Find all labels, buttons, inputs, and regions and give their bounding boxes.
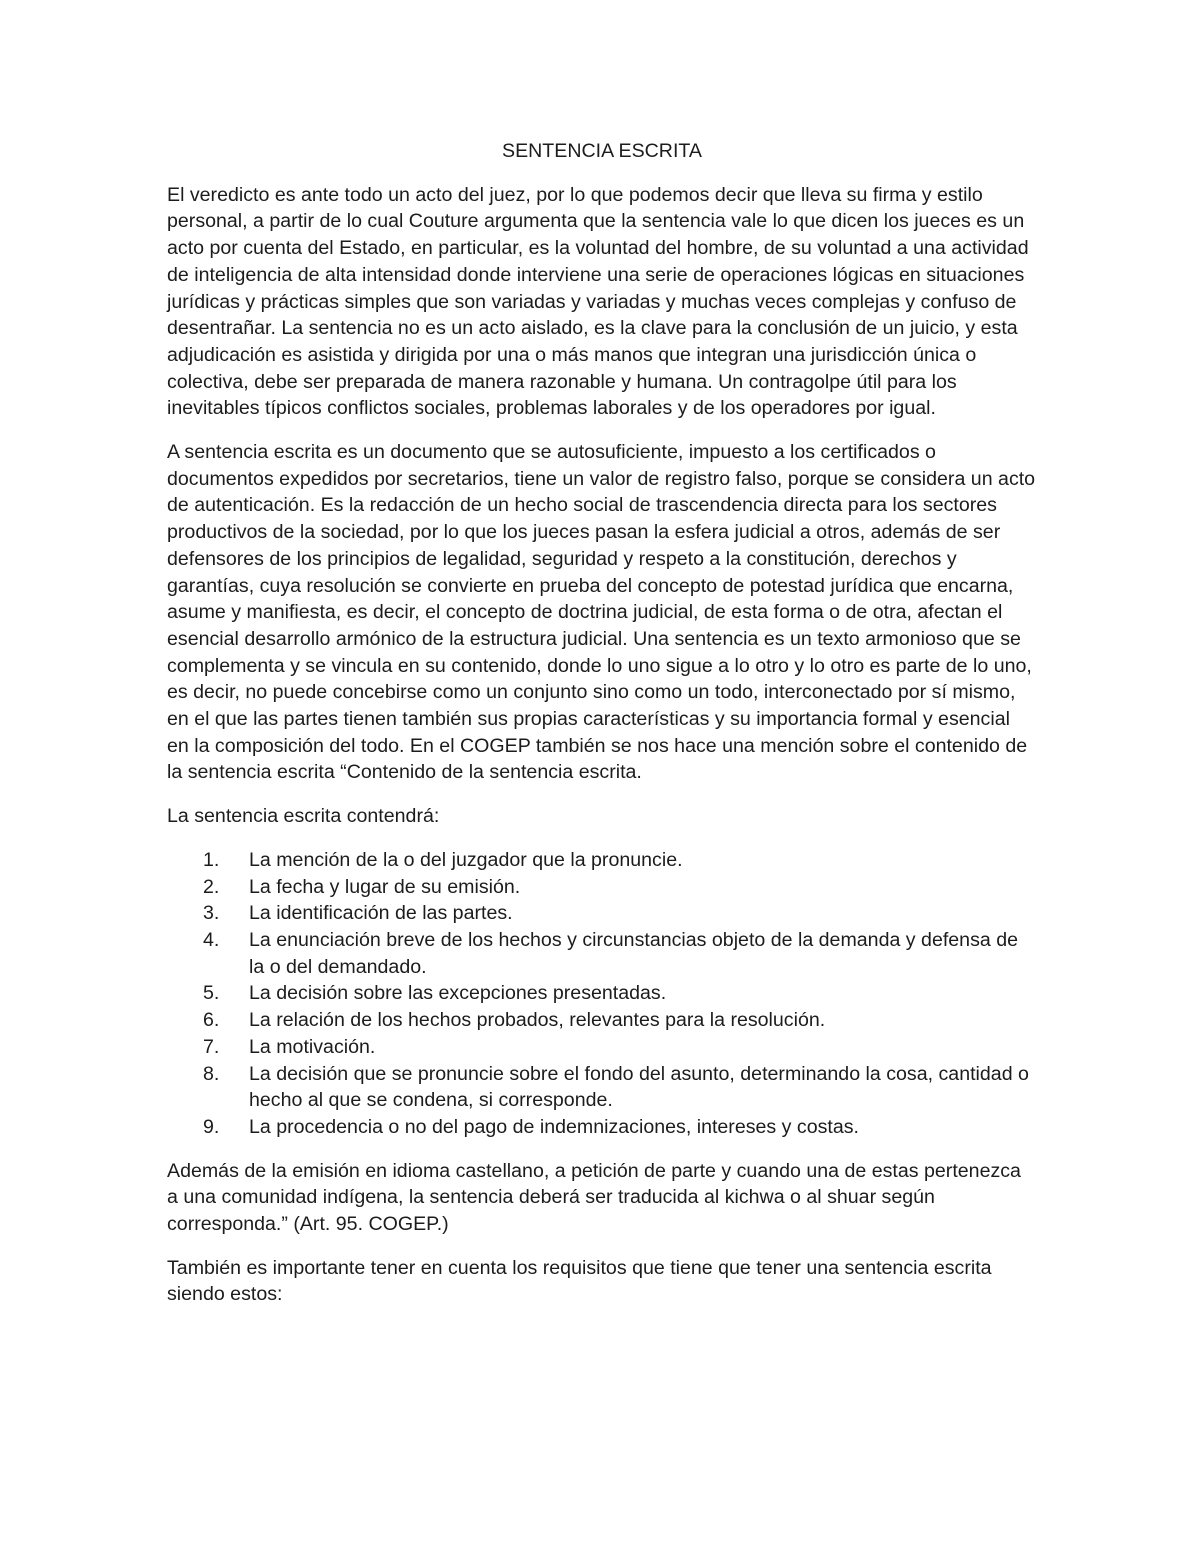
paragraph-5: También es importante tener en cuenta los requisitos que tiene que tener una sentencia escrita siendo estos: xyxy=(167,1256,992,1306)
list-item xyxy=(167,900,1037,927)
list-item xyxy=(167,1114,1037,1141)
list-item xyxy=(167,927,1037,980)
requirements-list xyxy=(167,847,1037,1141)
list-number: 1. xyxy=(203,848,220,871)
list-item-text: La procedencia o no del pago de indemnizaciones, intereses y costas. xyxy=(249,1115,859,1138)
list-number: 2. xyxy=(203,875,220,898)
list-number: 9. xyxy=(203,1115,220,1138)
list-item xyxy=(167,1007,1037,1034)
list-number: 4. xyxy=(203,928,220,951)
list-item-text: La decisión que se pronuncie sobre el fondo del asunto, determinando la cosa, cantidad o hecho al que se condena, si corresponde. xyxy=(249,1062,1029,1112)
list-item-text: La enunciación breve de los hechos y circunstancias objeto de la demanda y defensa de la o del demandado. xyxy=(249,928,1019,978)
document-title: SENTENCIA ESCRITA xyxy=(502,140,702,162)
list-item xyxy=(167,874,1037,901)
list-item xyxy=(167,1034,1037,1061)
list-number: 7. xyxy=(203,1035,220,1058)
list-item xyxy=(167,1061,1037,1114)
list-number: 8. xyxy=(203,1062,220,1085)
paragraph-1: El veredicto es ante todo un acto del juez, por lo que podemos decir que lleva su firma y estilo personal, a partir de lo cual Couture argumenta que la sentencia vale lo que dicen los jueces es un acto por cuenta del Estado, en particular, es la voluntad del hombre, de su voluntad a una actividad de inteligencia de alta intensidad donde interviene una serie de operaciones lógicas en situaciones jurídicas y prácticas simples que son variadas y variadas y muchas veces complejas y confuso de desentrañar. La sentencia no es un acto aislado, es la clave para la conclusión de un juicio, y esta adjudicación es asistida y dirigida por una o más manos que integran una jurisdicción única o colectiva, debe ser preparada de manera razonable y humana. Un contragolpe útil para los inevitables típicos conflictos sociales, problemas laborales y de los operadores por igual. xyxy=(167,183,1029,420)
paragraph-4: Además de la emisión en idioma castellano, a petición de parte y cuando una de estas pertenezca a una comunidad indígena, la sentencia deberá ser traducida al kichwa o al shuar según corresponda.” (Art. 95. COGEP.) xyxy=(167,1159,1021,1236)
list-number: 6. xyxy=(203,1009,220,1032)
list-number: 3. xyxy=(203,902,220,925)
document-body xyxy=(167,138,1037,1325)
paragraph-2: A sentencia escrita es un documento que se autosuficiente, impuesto a los certificados o documentos expedidos por secretarios, tiene un valor de registro falso, porque se considera un acto de autenticación. Es la redacción de un hecho social de trascendencia directa para los sectores productivos de la sociedad, por lo que los jueces pasan la esfera judicial a otros, además de ser defensores de los principios de legalidad, seguridad y respeto a la constitución, derechos y garantías, cuya resolución se convierte en prueba del concepto de potestad jurídica que encarna, asume y manifiesta, es decir, el concepto de doctrina judicial, de esta forma o de otra, afectan el esencial desarrollo armónico de la estructura judicial. Una sentencia es un texto armonioso que se complementa y se vincula en su contenido, donde lo uno sigue a lo otro y lo otro es parte de lo uno, es decir, no puede concebirse como un conjunto sino como un todo, interconectado por sí mismo, en el que las partes tienen también sus propias características y su importancia formal y esencial en la composición del todo. En el COGEP también se nos hace una mención sobre el contenido de la sentencia escrita “Contenido de la sentencia escrita. xyxy=(167,441,1036,784)
list-number: 5. xyxy=(203,982,220,1005)
list-item-text: La relación de los hechos probados, relevantes para la resolución. xyxy=(249,1009,826,1032)
list-item-text: La decisión sobre las excepciones presentadas. xyxy=(249,982,667,1005)
list-item-text: La motivación. xyxy=(249,1035,376,1058)
list-item xyxy=(167,847,1037,874)
list-item xyxy=(167,980,1037,1007)
list-item-text: La identificación de las partes. xyxy=(249,902,513,925)
list-item-text: La fecha y lugar de su emisión. xyxy=(249,875,521,898)
paragraph-3: La sentencia escrita contendrá: xyxy=(167,805,440,828)
list-item-text: La mención de la o del juzgador que la pronuncie. xyxy=(249,848,683,871)
